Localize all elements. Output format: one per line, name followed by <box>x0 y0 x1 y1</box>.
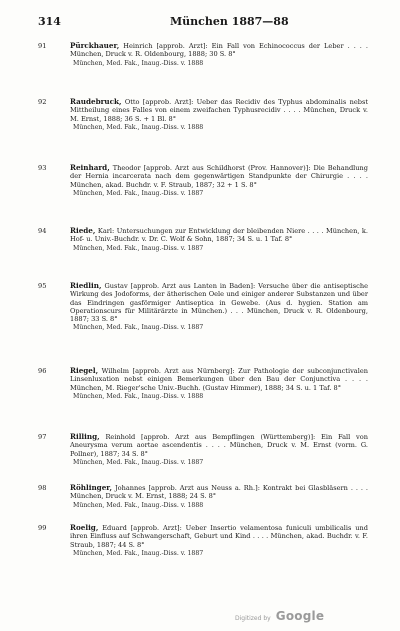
entry-number: 97 <box>38 433 47 441</box>
entry-body <box>70 164 368 198</box>
entry-body <box>70 282 368 332</box>
entry-body <box>70 227 368 253</box>
entry-text: Reinhold [approb. Arzt aus Bempflingen (Württemberg)]: Ein Fall von Aneurysma verum aortae ascendentis . . . . München, Druck v. M. Ernst (vorm. G. Pollner), 1887; 34 S. 8° <box>70 433 368 458</box>
entry-98 <box>38 484 368 510</box>
entry-author: Riede, <box>70 226 96 235</box>
entry-author: Pürckhauer, <box>70 41 120 50</box>
entry-author: Röhlinger, <box>70 483 113 492</box>
entry-text: Gustav [approb. Arzt aus Lanten in Baden]: Versuche über die antiseptische Wirkung des Jodoforms, der ätherischen Oele und einiger anderer Substanzen und über das Eindringen gasförmiger Antiseptica in Gewebe. (Aus d. hygien. Station am Operationscurs für Militärärzte in München.) . . . München, Druck v. R. Oldenbourg, 1887; 33 S. 8° <box>70 282 368 324</box>
entry-92 <box>38 98 368 132</box>
entry-author: Rilling, <box>70 432 100 441</box>
entry-text: Karl: Untersuchungen zur Entwicklung der bleibenden Niere . . . . München, k. Hof- u. Univ.-Buchdr. v. Dr. C. Wolf & Sohn, 1887; 34 S. u. 1 Taf. 8° <box>70 227 368 244</box>
entry-author: Reinhard, <box>70 163 110 172</box>
entry-text: Otto [approb. Arzt]: Ueber das Recidiv des Typhus abdominalis nebst Mittheilung eines Falles von einem zweifachen Typhusrecidiv . . . . München, Druck v. M. Ernst, 1888; 36 S. + 1 Bl. 8° <box>70 98 368 123</box>
entry-publication: München, Med. Fak., Inaug.-Diss. v. 1887 <box>73 458 204 466</box>
entry-author: Riegel, <box>70 366 99 375</box>
entry-body <box>70 484 368 510</box>
entry-number: 93 <box>38 164 47 172</box>
running-title: München 1887—88 <box>170 15 289 28</box>
entry-99 <box>38 524 368 558</box>
entry-body <box>70 42 368 68</box>
google-logo: Google <box>275 609 325 623</box>
entry-author: Roelig, <box>70 523 99 532</box>
entry-publication: München, Med. Fak., Inaug.-Diss. v. 1888 <box>73 123 204 131</box>
entry-body <box>70 367 368 401</box>
entry-96 <box>38 367 368 401</box>
entry-publication: München, Med. Fak., Inaug.-Diss. v. 1887 <box>73 324 204 332</box>
entry-publication: München, Med. Fak., Inaug.-Diss. v. 1887 <box>73 549 204 557</box>
entry-number: 98 <box>38 484 47 492</box>
entry-93 <box>38 164 368 198</box>
entry-publication: München, Med. Fak., Inaug.-Diss. v. 1887 <box>73 244 204 252</box>
entry-97 <box>38 433 368 467</box>
entry-number: 95 <box>38 282 47 290</box>
entry-91 <box>38 42 368 68</box>
entry-publication: München, Med. Fak., Inaug.-Diss. v. 1888 <box>73 392 204 400</box>
entry-publication: München, Med. Fak., Inaug.-Diss. v. 1887 <box>73 189 204 197</box>
entry-body <box>70 524 368 558</box>
entry-body <box>70 433 368 467</box>
entry-number: 94 <box>38 227 47 235</box>
entry-text: Wilhelm [approb. Arzt aus Nürnberg]: Zur Pathologie der subconjunctivalen Linsenluxation nebst einigen Bemerkungen über den Bau der Conjunctiva . . . . München, M. Rieger'sche Univ.-Buchh. (Gustav Himmer), 1888; 34 S. u. 1 Taf. 8° <box>70 367 368 392</box>
entry-95 <box>38 282 368 332</box>
entry-number: 96 <box>38 367 47 375</box>
entry-text: Eduard [approb. Arzt]: Ueber Insertio velamentosa funiculi umbilicalis und ihren Einfluss auf Schwangerschaft, Geburt und Kind . . . . München, akad. Buchdr. v. F. Straub, 1887; 44 S. 8° <box>70 524 368 549</box>
entry-number: 91 <box>38 42 47 50</box>
page-number: 314 <box>38 15 61 28</box>
digitized-watermark <box>235 605 324 624</box>
entry-number: 99 <box>38 524 47 532</box>
entry-number: 92 <box>38 98 47 106</box>
entry-94 <box>38 227 368 253</box>
entry-text: Theodor [approb. Arzt aus Schildhorst (Prov. Hannover)]: Die Behandlung der Hernia incarcerata nach dem gegenwärtigen Standpunkte der Chirurgie . . . . München, akad. Buchdr. v. F. Straub, 1887; 32 + 1 S. 8° <box>70 164 368 189</box>
entry-author: Riedlin, <box>70 281 102 290</box>
entry-body <box>70 98 368 132</box>
page-header <box>38 15 368 29</box>
entry-author: Raudebruck, <box>70 97 122 106</box>
entry-publication: München, Med. Fak., Inaug.-Diss. v. 1888 <box>73 501 204 509</box>
entry-publication: München, Med. Fak., Inaug.-Diss. v. 1888 <box>73 59 204 67</box>
entry-text: Johannes [approb. Arzt aus Neuss a. Rh.]: Kontrakt bei Glasbläsern . . . . München, Druck v. M. Ernst, 1888; 24 S. 8° <box>70 484 368 501</box>
watermark-prefix: Digitized by <box>235 615 271 622</box>
entry-text: Heinrich [approb. Arzt]: Ein Fall von Echinococcus der Leber . . . . München, Druck v. R. Oldenbourg, 1888; 30 S. 8° <box>70 42 368 59</box>
